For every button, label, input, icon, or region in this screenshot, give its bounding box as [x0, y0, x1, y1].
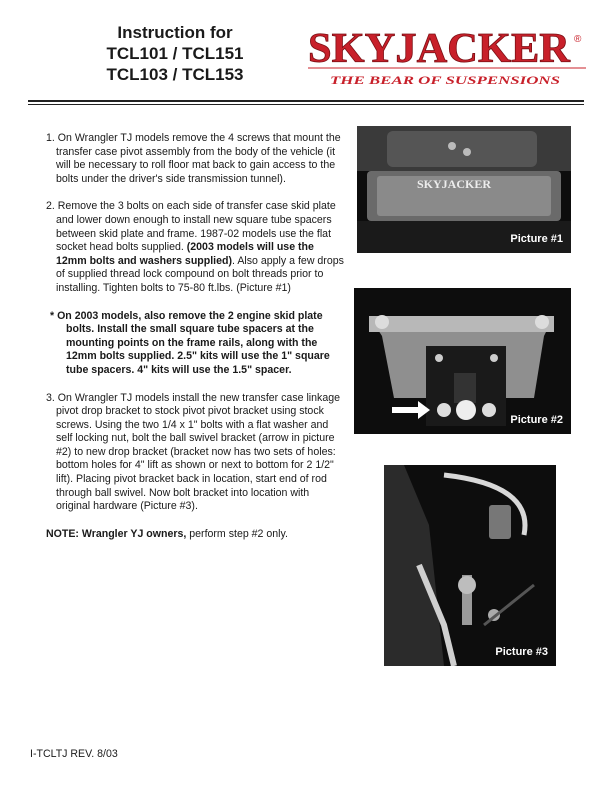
step-2	[46, 200, 346, 295]
step-2-bold: (2003 models will use the 12mm bolts and washers supplied)	[56, 241, 314, 267]
step-2003-note: * On 2003 models, also remove the 2 engine skid plate bolts. Install the small square tube spacers at the mounting points on the frame rails, along with the 12mm bolts supplied. 2.5" kits will use the 1" square tube spacers. 4" kits will use the 1.5" spacer.	[50, 309, 330, 376]
picture-2-caption: Picture #2	[510, 414, 563, 426]
yj-note	[46, 528, 346, 542]
picture-2	[354, 288, 571, 434]
title-line-1: Instruction for	[117, 23, 233, 42]
picture-3-caption: Picture #3	[495, 646, 548, 658]
step-3: 3. On Wrangler TJ models install the new transfer case linkage pivot drop bracket to stock pivot pivot bracket using stock screws. Using the two 1/4 x 1" bolts with a flat washer and self locking nut, bolt the ball swivel bracket (arrow in picture #2) to new drop bracket (bracket now has two sets of holes: bottom holes for 4" lift as shown or next to bottom for 2 1/2" lift). Placing pivot bracket back in location, start end of rod through ball swivel. Now bolt bracket into location with original hardware (Picture #3).	[46, 391, 341, 513]
step-2-text-a: 2. Remove the 3 bolts on each side of transfer case skid plate and lower down enough to install new square tube spacers between skid plate and frame. 1987-02 models use the flat socket head bolts supplied.	[46, 200, 336, 254]
instruction-steps	[46, 132, 346, 541]
document-revision-code: I-TCLTJ REV. 8/03	[30, 748, 118, 760]
title-line-2: TCL101 / TCL151	[106, 44, 244, 63]
picture-3	[384, 465, 556, 666]
logo-brand-text: SKYJACKER	[308, 26, 571, 72]
picture-1	[357, 126, 571, 253]
step-1: 1. On Wrangler TJ models remove the 4 screws that mount the transfer case pivot assembly from the body of the vehicle (it will be necessary to roll floor mat back to gain access to the bolts under the driver's side transmission tunnel).	[46, 132, 341, 185]
header-rule-thin	[28, 104, 584, 105]
document-title	[60, 22, 290, 85]
step-2-text-b: . Also apply a few drops of supplied thread lock compound on bolt threads prior to installing. Tighten bolts to 75-80 ft.lbs. (Picture #1)	[56, 254, 344, 294]
registered-mark: ®	[574, 34, 582, 45]
header-rule-thick	[28, 100, 584, 102]
skid-plate-stamp: SKYJACKER	[417, 177, 492, 191]
note-text: perform step #2 only.	[186, 527, 288, 540]
logo-tagline: THE BEAR OF SUSPENSIONS	[330, 73, 561, 87]
picture-1-caption: Picture #1	[510, 233, 563, 245]
note-bold: NOTE: Wrangler YJ owners,	[46, 527, 187, 540]
title-line-3: TCL103 / TCL153	[106, 65, 244, 84]
skyjacker-logo	[300, 22, 600, 92]
